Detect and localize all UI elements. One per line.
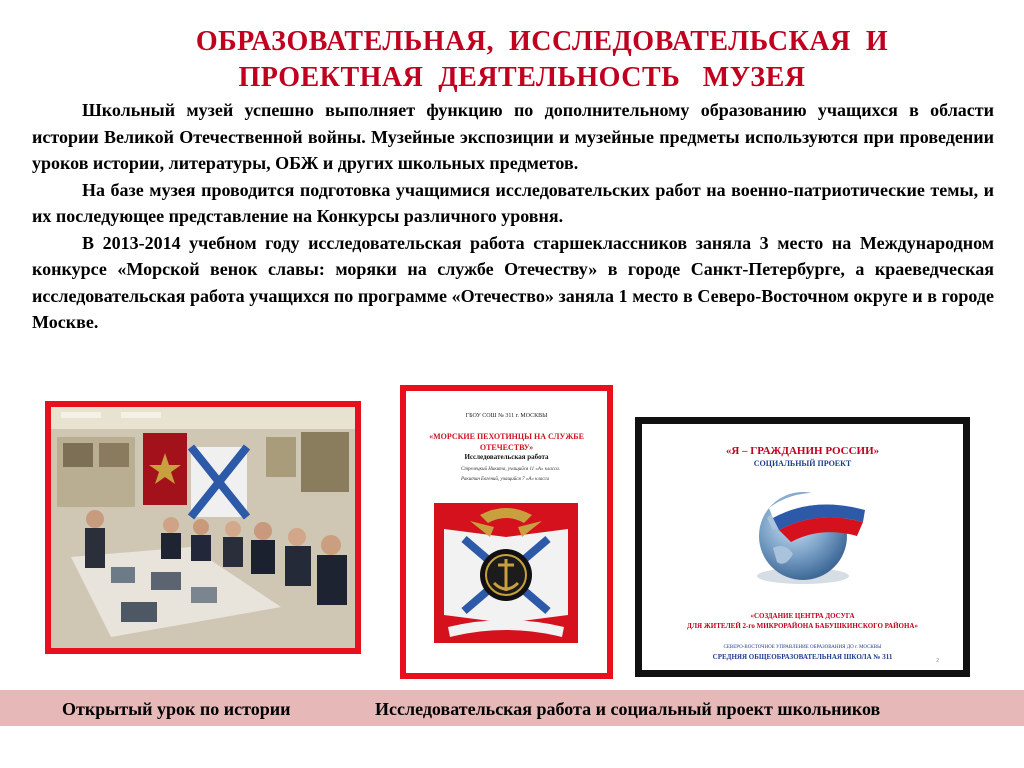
paragraph-3: В 2013-2014 учебном году исследовательская работа старшеклассников заняла 3 место на Международном конкурсе «Морской венок славы: моряки на службе Отечеству» в городе Санкт-Петербурге, а краеведческая исследовательская работа учащихся по программе «Отечество» заняла 1 место в Северо-Восточном округе и в городе Москве. [32, 232, 994, 332]
project-goal [642, 611, 963, 631]
project-cover-page [642, 424, 963, 670]
globe-with-russian-flag [733, 478, 873, 588]
caption-right: Исследовательская работа и социальный проект школьников [375, 699, 881, 719]
naval-infantry-emblem [434, 503, 578, 643]
social-project-cover [635, 417, 970, 677]
research-cover-page [406, 391, 607, 673]
caption-band [0, 690, 1024, 726]
title-line-1: ОБРАЗОВАТЕЛЬНАЯ, ИССЛЕДОВАТЕЛЬСКАЯ И [195, 26, 889, 57]
museum-lesson-photo [45, 401, 361, 654]
research-work-cover [400, 385, 613, 679]
body-text [32, 97, 994, 336]
research-subtitle: Исследовательская работа [464, 453, 549, 461]
caption-left: Открытый урок по истории [62, 699, 291, 719]
project-organization: СЕВЕРО-ВОСТОЧНОЕ УПРАВЛЕНИЕ ОБРАЗОВАНИЯ ДО г. МОСКВЫ [723, 645, 882, 650]
research-author-1: Стрелецкий Никита, учащийся 11 «А» класса. [461, 467, 560, 472]
project-goal-line-2: ДЛЯ ЖИТЕЛЕЙ 2-го МИКРОРАЙОНА БАБУШКИНСКОГО РАЙОНА» [687, 622, 918, 630]
project-subtitle: СОЦИАЛЬНЫЙ ПРОЕКТ [753, 459, 852, 468]
research-title: «МОРСКИЕ ПЕХОТИНЦЫ НА СЛУЖБЕ ОТЕЧЕСТВУ» [429, 432, 584, 452]
research-school-label: ГБОУ СОШ № 311 г. МОСКВЫ [465, 413, 548, 419]
title-line-2: ПРОЕКТНАЯ ДЕЯТЕЛЬНОСТЬ МУЗЕЯ [238, 62, 806, 93]
project-goal-line-1: «СОЗДАНИЕ ЦЕНТРА ДОСУГА [750, 612, 855, 620]
paragraph-2: На базе музея проводится подготовка учащимися исследовательских работ на военно-патриотические темы, и их последующее представление на Конкурсы различного уровня. [32, 179, 994, 226]
museum-lesson-illustration [51, 407, 355, 648]
research-author-2: Ракитин Евгений, учащийся 7 «А» класса [461, 477, 550, 482]
project-page-number: 2 [936, 658, 939, 664]
slide-title [0, 24, 1024, 96]
project-school: СРЕДНЯЯ ОБЩЕОБРАЗОВАТЕЛЬНАЯ ШКОЛА № 311 [712, 653, 893, 661]
project-title: «Я – ГРАЖДАНИН РОССИИ» [725, 445, 880, 457]
paragraph-1: Школьный музей успешно выполняет функцию по дополнительному образованию учащихся в области истории Великой Отечественной войны. Музейные экспозиции и музейные предметы используются при проведении уроков истории, литературы, ОБЖ и других школьных предметов. [32, 100, 994, 173]
